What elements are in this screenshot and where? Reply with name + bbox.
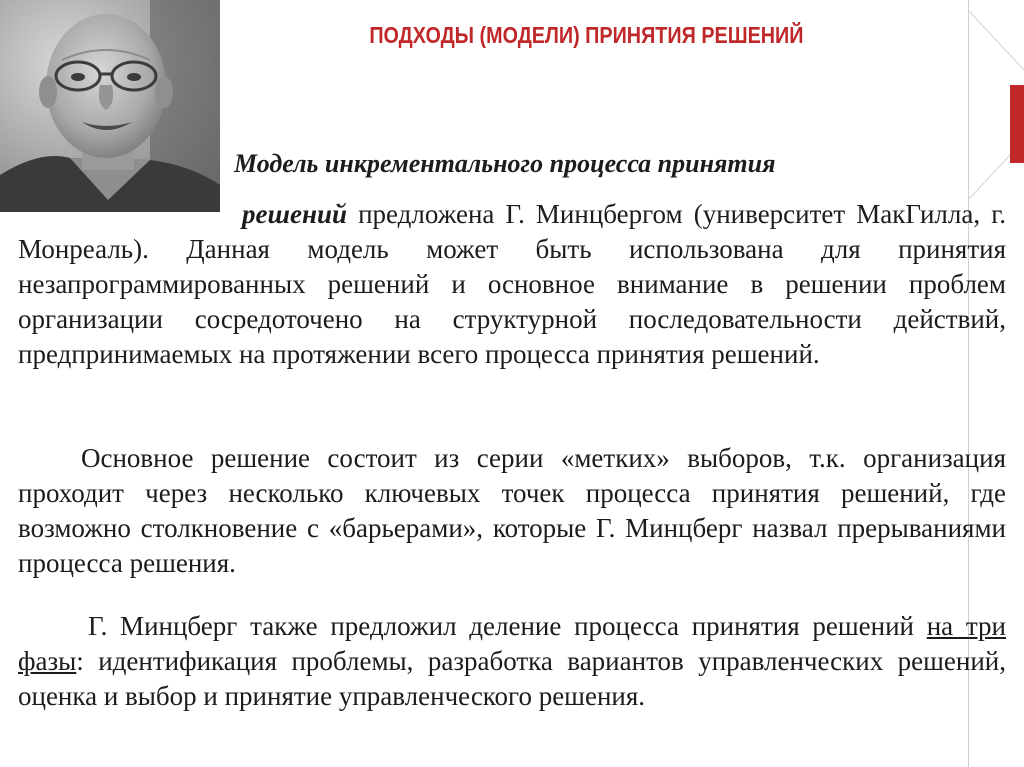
paragraph-1-lead: решений bbox=[242, 199, 347, 229]
model-heading: Модель инкрементального процесса принятия bbox=[234, 149, 776, 178]
paragraph-3-underlined: на три фазы bbox=[18, 611, 1006, 676]
paragraph-1 bbox=[18, 197, 1006, 372]
accent-bar bbox=[1010, 85, 1024, 163]
paragraph-3-start: Г. Минцберг также предложил деление процесса принятия решений bbox=[88, 611, 927, 641]
slide-title: ПОДХОДЫ (МОДЕЛИ) ПРИНЯТИЯ РЕШЕНИЙ bbox=[369, 22, 804, 48]
paragraph-2: Основное решение состоит из серии «метких» выборов, т.к. организация проходит через несколько ключевых точек процесса принятия решений, где возможно столкновение с «барьерами», которые Г. Минцберг назвал прерываниями процесса решения. bbox=[18, 443, 1006, 578]
paragraph-3 bbox=[18, 609, 1006, 714]
paragraph-3-end: : идентификация проблемы, разработка вариантов управленческих решений, оценка и выбор и принятие управленческого решения. bbox=[18, 646, 1006, 711]
paragraph-1-text: предложена Г. Минцбергом (университет МакГилла, г. Монреаль). Данная модель может быть использована для принятия незапрограммированных решений и основное внимание в решении проблем организации сосредоточено на структурной последовательности действий, предпринимаемых на протяжении всего процесса принятия решений. bbox=[18, 199, 1006, 369]
